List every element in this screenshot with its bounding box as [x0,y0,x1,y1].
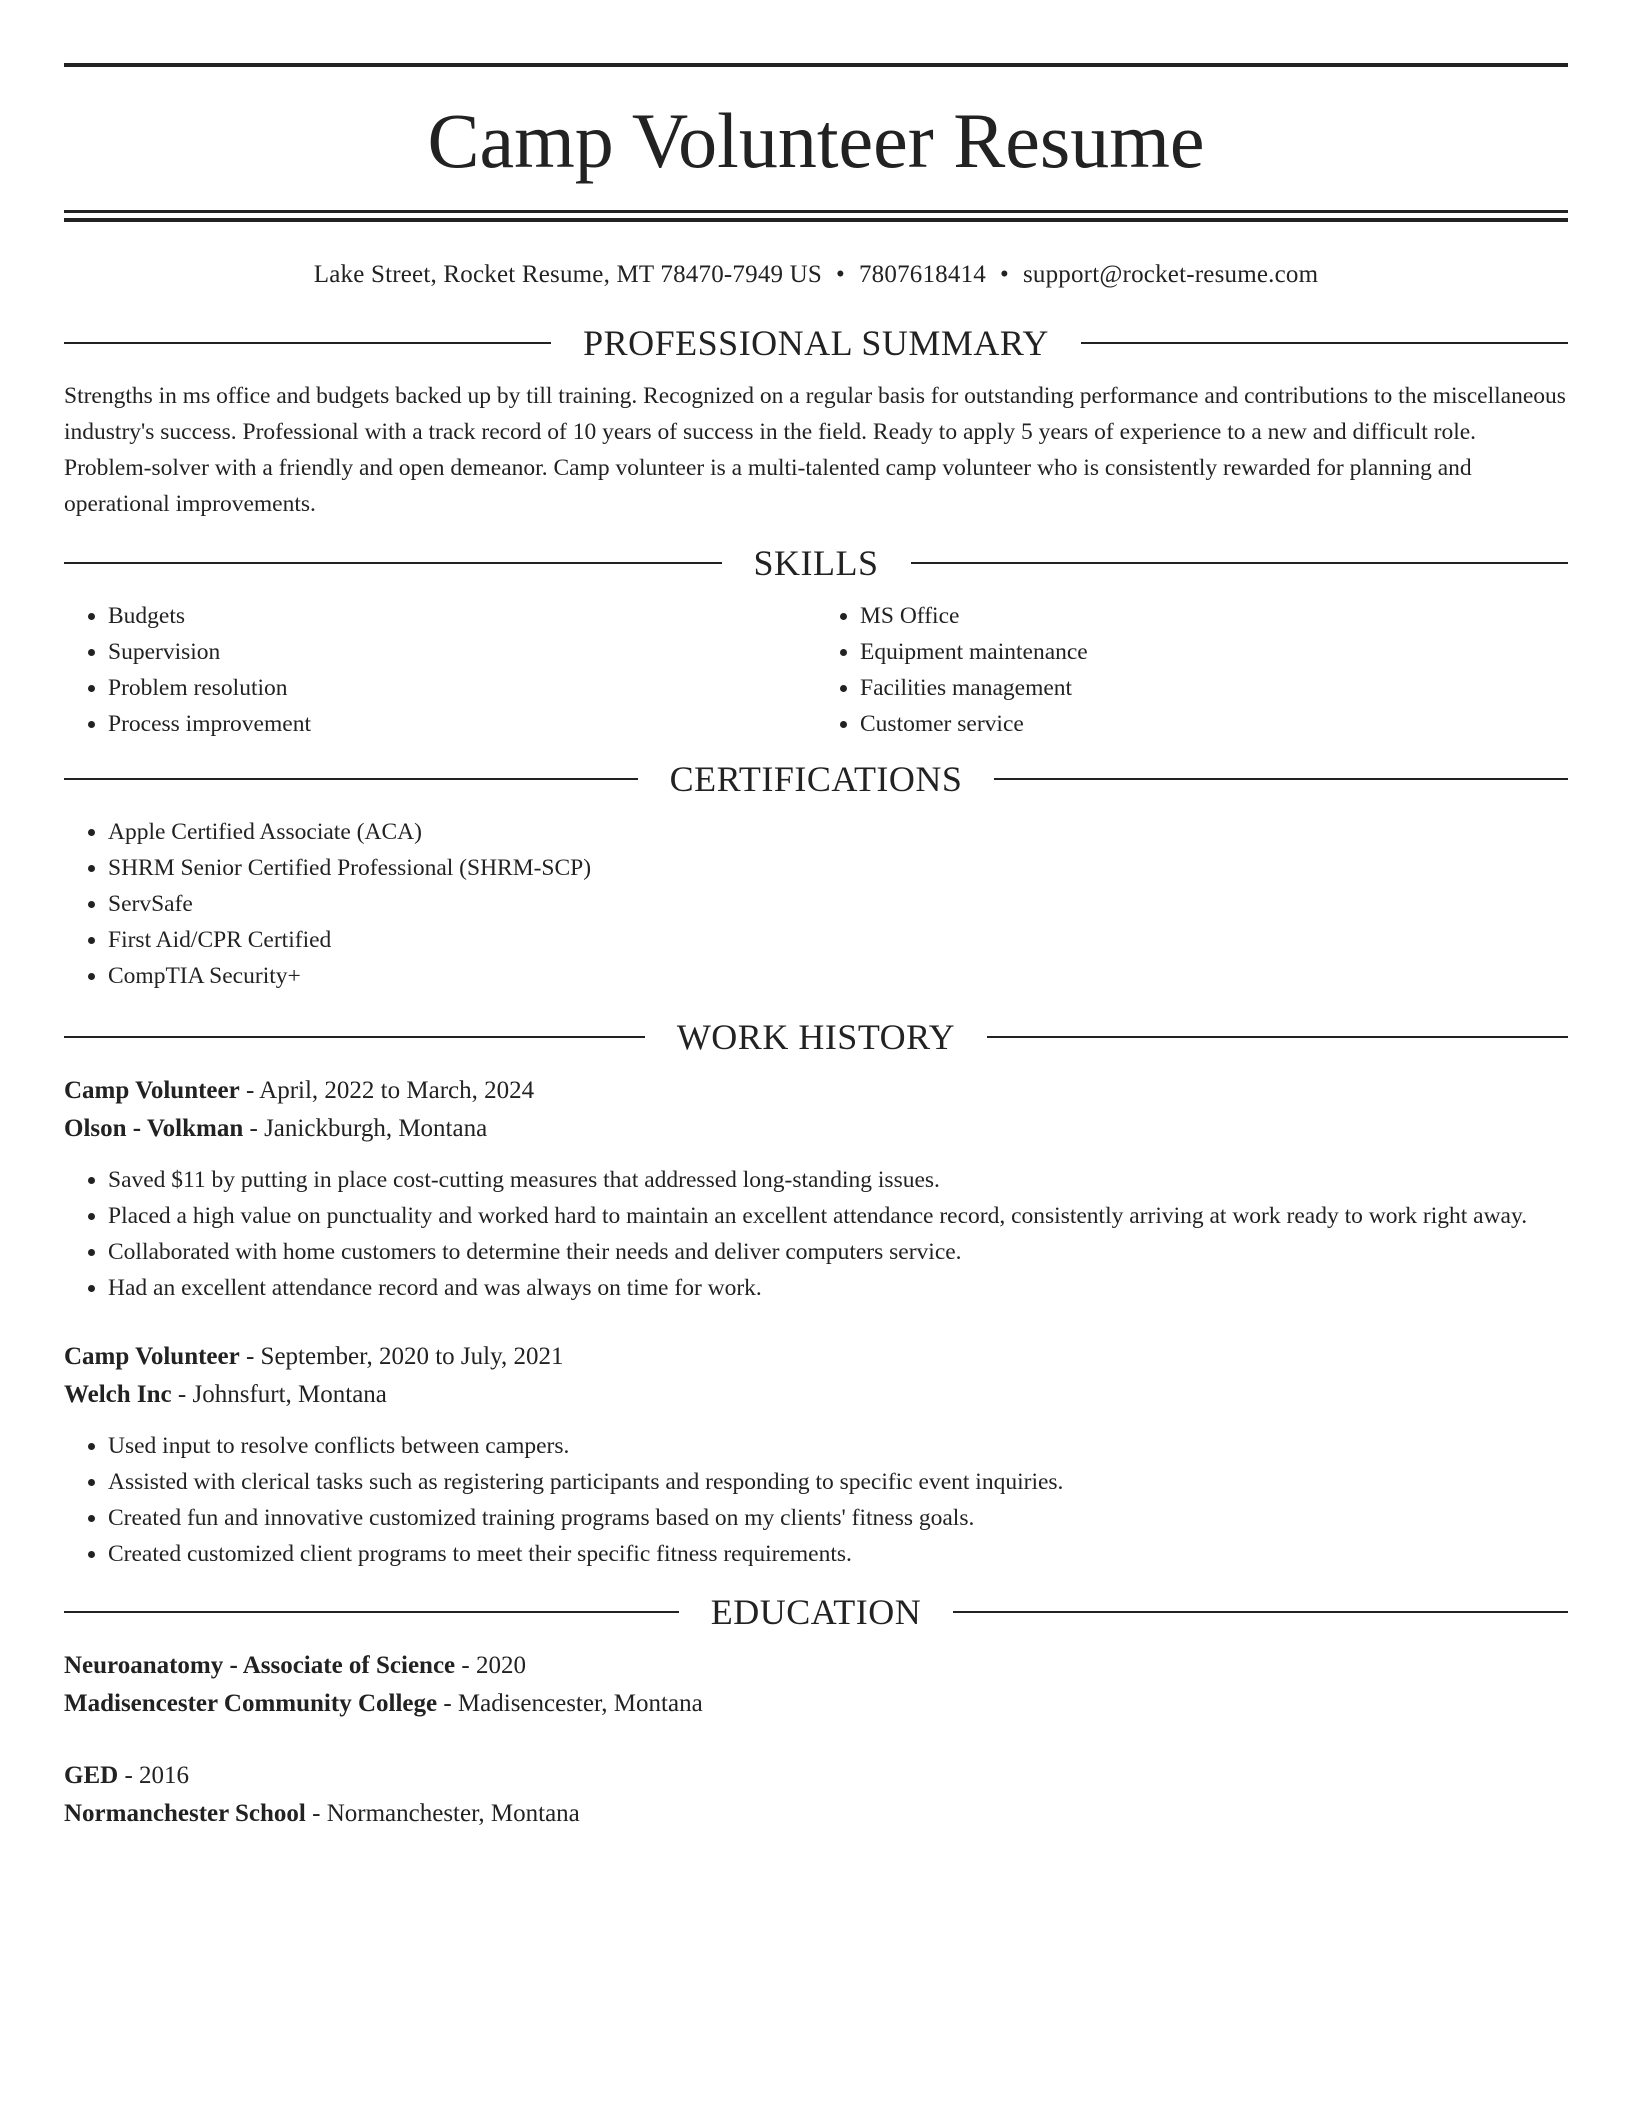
job-location: - Janickburgh, Montana [243,1115,488,1142]
education-degree-line [64,1647,1568,1685]
summary-section-header [64,323,1568,363]
education-school: Normanchester School [64,1800,306,1827]
job-title-line [64,1338,1568,1376]
skills-section-header [64,543,1568,583]
education-entry [64,1757,1568,1833]
skills-column-left [64,598,816,742]
certifications-section-header [64,759,1568,799]
education-section-header [64,1592,1568,1632]
education-school-line [64,1685,1568,1723]
contact-separator: • [999,261,1009,288]
job-location: - Johnsfurt, Montana [171,1381,387,1408]
skill-item: • Facilities management [860,670,1568,706]
job-company: Olson - Volkman [64,1115,244,1142]
job-bullet: • Had an excellent attendance record and was always on time for work. [108,1270,1568,1306]
job-dates: - September, 2020 to July, 2021 [239,1343,564,1370]
job-title: Camp Volunteer [64,1343,240,1370]
education-school: Madisencester Community College [64,1690,438,1717]
title-double-rule [64,210,1568,222]
divider-line [953,1611,1568,1613]
education-year: - 2020 [455,1652,526,1679]
certification-item: • CompTIA Security+ [108,958,1568,994]
contact-email[interactable]: support@rocket-resume.com [1022,261,1319,288]
job-bullet: • Placed a high value on punctuality and worked hard to maintain an excellent attendance record, consistently arriving at work ready to work right away. [108,1198,1568,1234]
certification-item: • First Aid/CPR Certified [108,922,1568,958]
job-bullet: • Created fun and innovative customized training programs based on my clients' fitness goals. [108,1500,1568,1536]
job-bullet: • Created customized client programs to meet their specific fitness requirements. [108,1536,1568,1572]
top-rule [64,63,1568,67]
certification-item: • SHRM Senior Certified Professional (SHRM-SCP) [108,850,1568,886]
divider-line [911,562,1569,564]
job-company: Welch Inc [64,1381,172,1408]
skill-item: • Equipment maintenance [860,634,1568,670]
contact-address: Lake Street, Rocket Resume, MT 78470-7949 US [313,261,823,288]
skill-item: • MS Office [860,598,1568,634]
divider-line [64,342,551,344]
job-dates: - April, 2022 to March, 2024 [239,1077,535,1104]
skill-item: • Problem resolution [108,670,816,706]
job-bullet: • Used input to resolve conflicts between campers. [108,1428,1568,1464]
work-section-header [64,1017,1568,1057]
summary-text: Strengths in ms office and budgets backed up by till training. Recognized on a regular basis for outstanding performance and contributions to the miscellaneous industry's success. Professional with a track record of 10 years of success in the field. Ready to apply 5 years of experience to a new and difficult role. Problem-solver with a friendly and open demeanor. Camp volunteer is a multi-talented camp volunteer who is consistently rewarded for planning and operational improvements. [64,383,1566,517]
job-bullets [64,1162,1568,1306]
certification-item: • ServSafe [108,886,1568,922]
education-entry [64,1647,1568,1723]
divider-line [64,778,638,780]
divider-line [64,1036,645,1038]
divider-line [994,778,1568,780]
job-company-line [64,1110,1568,1148]
education-heading: EDUCATION [710,1592,922,1632]
certification-item: • Apple Certified Associate (ACA) [108,814,1568,850]
skill-item: • Customer service [860,706,1568,742]
certifications-heading: CERTIFICATIONS [669,759,963,799]
job-entry [64,1072,1568,1306]
contact-separator: • [836,261,845,288]
skills-column-right [816,598,1568,742]
divider-line [64,1611,679,1613]
education-degree: Neuroanatomy - Associate of Science [64,1652,456,1679]
education-location: - Normanchester, Montana [305,1800,580,1827]
work-heading: WORK HISTORY [676,1017,956,1057]
summary-heading: PROFESSIONAL SUMMARY [583,323,1049,363]
job-company-line [64,1376,1568,1414]
job-bullet: • Saved $11 by putting in place cost-cutting measures that addressed long-standing issues. [108,1162,1568,1198]
skills-list [64,598,1568,742]
education-location: - Madisencester, Montana [437,1690,703,1717]
contact-phone[interactable]: 7807618414 [858,261,986,288]
job-bullets [64,1428,1568,1572]
divider-line [1081,342,1568,344]
education-school-line [64,1795,1568,1833]
skill-item: • Supervision [108,634,816,670]
education-degree-line [64,1757,1568,1795]
job-bullet: • Collaborated with home customers to determine their needs and deliver computers service. [108,1234,1568,1270]
skill-item: • Budgets [108,598,816,634]
contact-line [64,260,1568,290]
job-entry [64,1338,1568,1572]
divider-line [64,562,722,564]
job-title: Camp Volunteer [64,1077,240,1104]
education-degree: GED [64,1762,119,1789]
resume-title: Camp Volunteer Resume [427,97,1205,184]
job-bullet: • Assisted with clerical tasks such as registering participants and responding to specific event inquiries. [108,1464,1568,1500]
education-year: - 2016 [118,1762,190,1789]
divider-line [987,1036,1568,1038]
skills-heading: SKILLS [753,543,879,583]
resume-page [64,0,1568,1833]
skill-item: • Process improvement [108,706,816,742]
certifications-list [64,814,1568,994]
job-title-line [64,1072,1568,1110]
